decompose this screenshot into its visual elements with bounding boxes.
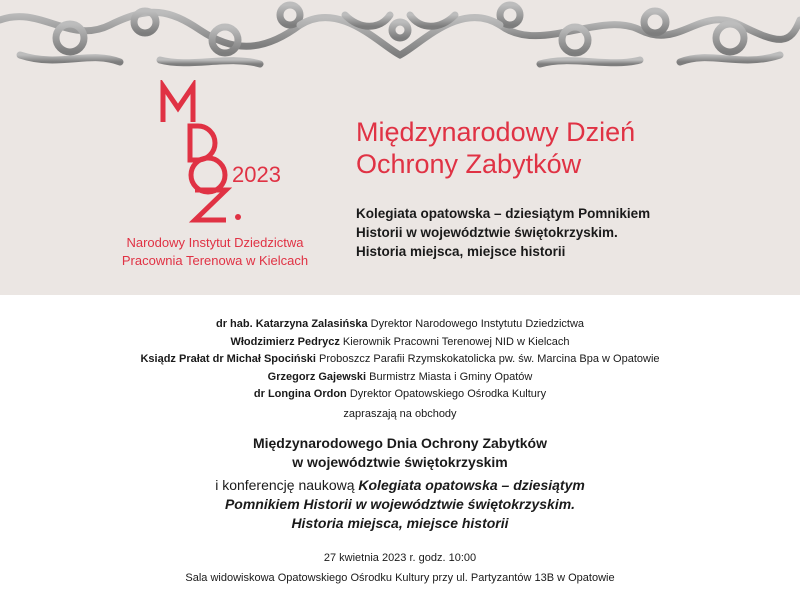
celebration-line-2: w województwie świętokrzyskim xyxy=(292,454,508,470)
event-subtitle xyxy=(356,204,776,261)
conference-title-1: Kolegiata opatowska – dziesiątym xyxy=(358,477,585,493)
event-title-line-1: Międzynarodowy Dzień xyxy=(356,117,636,147)
logo-year: 2023 xyxy=(232,162,281,187)
institute-line-1: Narodowy Instytut Dziedzictwa xyxy=(126,235,304,250)
host-role: Kierownik Pracowni Terenowej NID w Kielcach xyxy=(342,335,570,348)
event-title xyxy=(356,116,776,180)
celebration-line-1: Międzynarodowego Dnia Ochrony Zabytków xyxy=(252,435,548,451)
host-role: Proboszcz Parafii Rzymskokatolicka pw. św. Marcina Bpa w Opatowie xyxy=(318,353,660,365)
invite-text: zapraszają na obchody xyxy=(343,408,457,420)
institute-name xyxy=(105,234,325,270)
conference-title-3: Historia miejsca, miejsce historii xyxy=(291,515,509,531)
host-line xyxy=(0,316,800,334)
event-date: 27 kwietnia 2023 r. godz. 10:00 xyxy=(323,552,477,564)
header-banner xyxy=(0,0,800,295)
ornament-decoration xyxy=(0,0,800,70)
host-name: Włodzimierz Pedrycz xyxy=(230,335,340,348)
event-subtitle-line-2: Historii w województwie świętokrzyskim. xyxy=(356,225,618,240)
event-venue: Sala widowiskowa Opatowskiego Ośrodku Kultury przy ul. Partyzantów 13B w Opatowie xyxy=(185,572,615,584)
conference-prefix: i konferencję naukową xyxy=(215,477,355,493)
institute-line-2: Pracownia Terenowa w Kielcach xyxy=(121,253,309,268)
host-name: Ksiądz Prałat dr Michał Spociński xyxy=(140,353,316,365)
conference-title xyxy=(0,476,800,533)
event-subtitle-line-3: Historia miejsca, miejsce historii xyxy=(356,244,566,259)
event-subtitle-line-1: Kolegiata opatowska – dziesiątym Pomnikiem xyxy=(356,206,651,221)
event-title-line-2: Ochrony Zabytków xyxy=(356,149,582,179)
host-line xyxy=(0,386,800,404)
celebration-title xyxy=(0,434,800,472)
host-line xyxy=(0,369,800,387)
conference-line-1 xyxy=(0,476,800,495)
mdoz-logo xyxy=(150,80,300,225)
host-role: Dyrektor Opatowskiego Ośrodka Kultury xyxy=(349,388,547,400)
host-line xyxy=(0,334,800,352)
host-name: dr hab. Katarzyna Zalasińska xyxy=(215,318,368,330)
host-role: Burmistrz Miasta i Gminy Opatów xyxy=(369,370,533,383)
host-name: dr Longina Ordon xyxy=(253,388,347,400)
host-line xyxy=(0,351,800,369)
host-name: Grzegorz Gajewski xyxy=(267,370,367,383)
conference-title-2: Pomnikiem Historii w województwie świętokrzyskim. xyxy=(224,496,576,512)
hosts-list xyxy=(0,316,800,404)
host-role: Dyrektor Narodowego Instytutu Dziedzictwa xyxy=(370,318,585,330)
